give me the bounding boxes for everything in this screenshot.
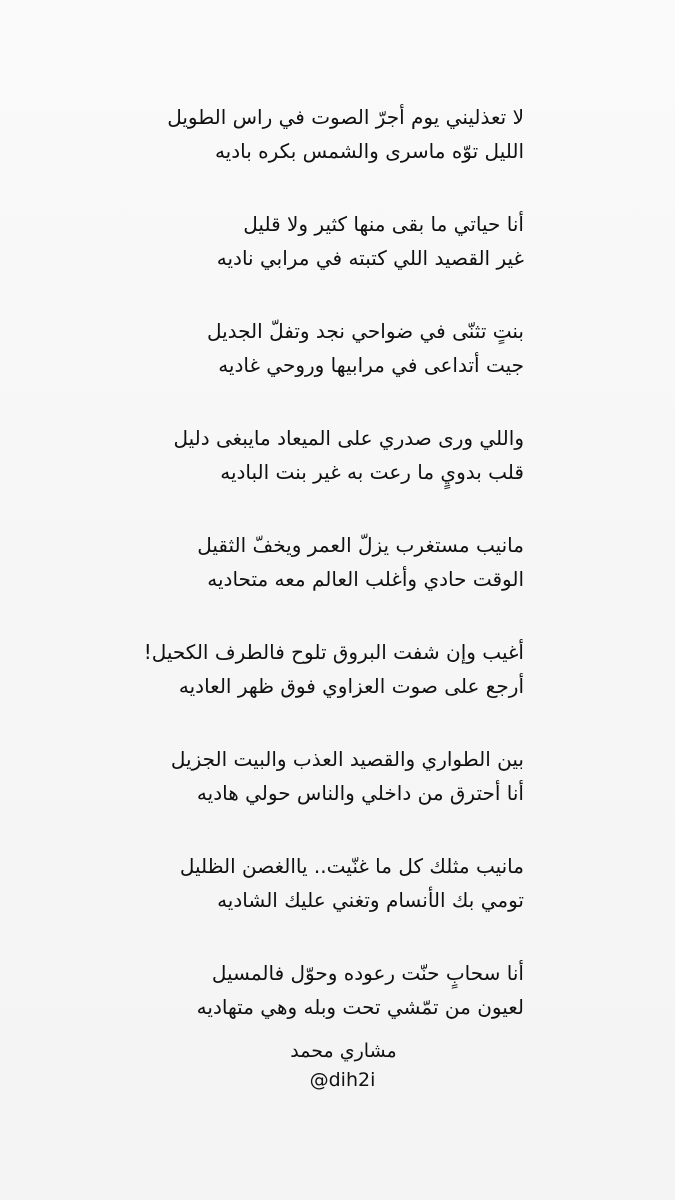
author-name: مشاري محمد [290, 1040, 397, 1062]
verse-line: أنا أحترق من داخلي والناس حولي هاديه [196, 781, 524, 805]
verse-line: غير القصيد اللي كتبته في مرابي ناديه [216, 246, 524, 270]
signature [0, 1036, 675, 1094]
verse-line: الليل توّه ماسرى والشمس بكره باديه [214, 139, 524, 163]
stanza [0, 849, 675, 956]
verse-line: أرجع على صوت العزاوي فوق ظهر العاديه [178, 674, 524, 698]
verse-line: واللي ورى صدري على الميعاد مايبغى دليل [173, 426, 524, 450]
stanza [0, 528, 675, 635]
verse-line: لعيون من تمّشي تحت وبله وهي متهاديه [196, 995, 524, 1019]
stanza [0, 100, 675, 207]
verse-line: الوقت حادي وأغلب العالم معه متحاديه [207, 567, 524, 591]
verse-line: بين الطواري والقصيد العذب والبيت الجزيل [170, 747, 524, 771]
verse-line: أنا سحابٍ حنّت رعوده وحوّل فالمسيل [211, 961, 524, 985]
verse-line: مانيب مثلك كل ما غنّيت.. ياالغصن الظليل [179, 854, 524, 878]
stanza [0, 421, 675, 528]
stanza [0, 314, 675, 421]
stanza [0, 207, 675, 314]
verse-line: تومي بك الأنسام وتغني عليك الشاديه [217, 888, 524, 912]
verse-line: بنتٍ تثنّى في ضواحي نجد وتفلّ الجديل [206, 319, 524, 343]
verse-line: لا تعذليني يوم أجرّ الصوت في راس الطويل [167, 105, 524, 129]
stanza [0, 635, 675, 742]
stanza [0, 742, 675, 849]
author-handle[interactable]: @dih2i [309, 1069, 376, 1091]
poem [0, 100, 675, 1063]
verse-line: أنا حياتي ما بقى منها كثير ولا قليل [243, 212, 524, 236]
verse-line: قلب بدويٍ ما رعت به غير بنت الباديه [220, 460, 524, 484]
verse-line: مانيب مستغرب يزلّ العمر ويخفّ الثقيل [197, 533, 524, 557]
verse-line: جيت أتداعى في مرابيها وروحي غاديه [218, 353, 524, 377]
verse-line: أغيب وإن شفت البروق تلوح فالطرف الكحيل! [143, 640, 524, 664]
